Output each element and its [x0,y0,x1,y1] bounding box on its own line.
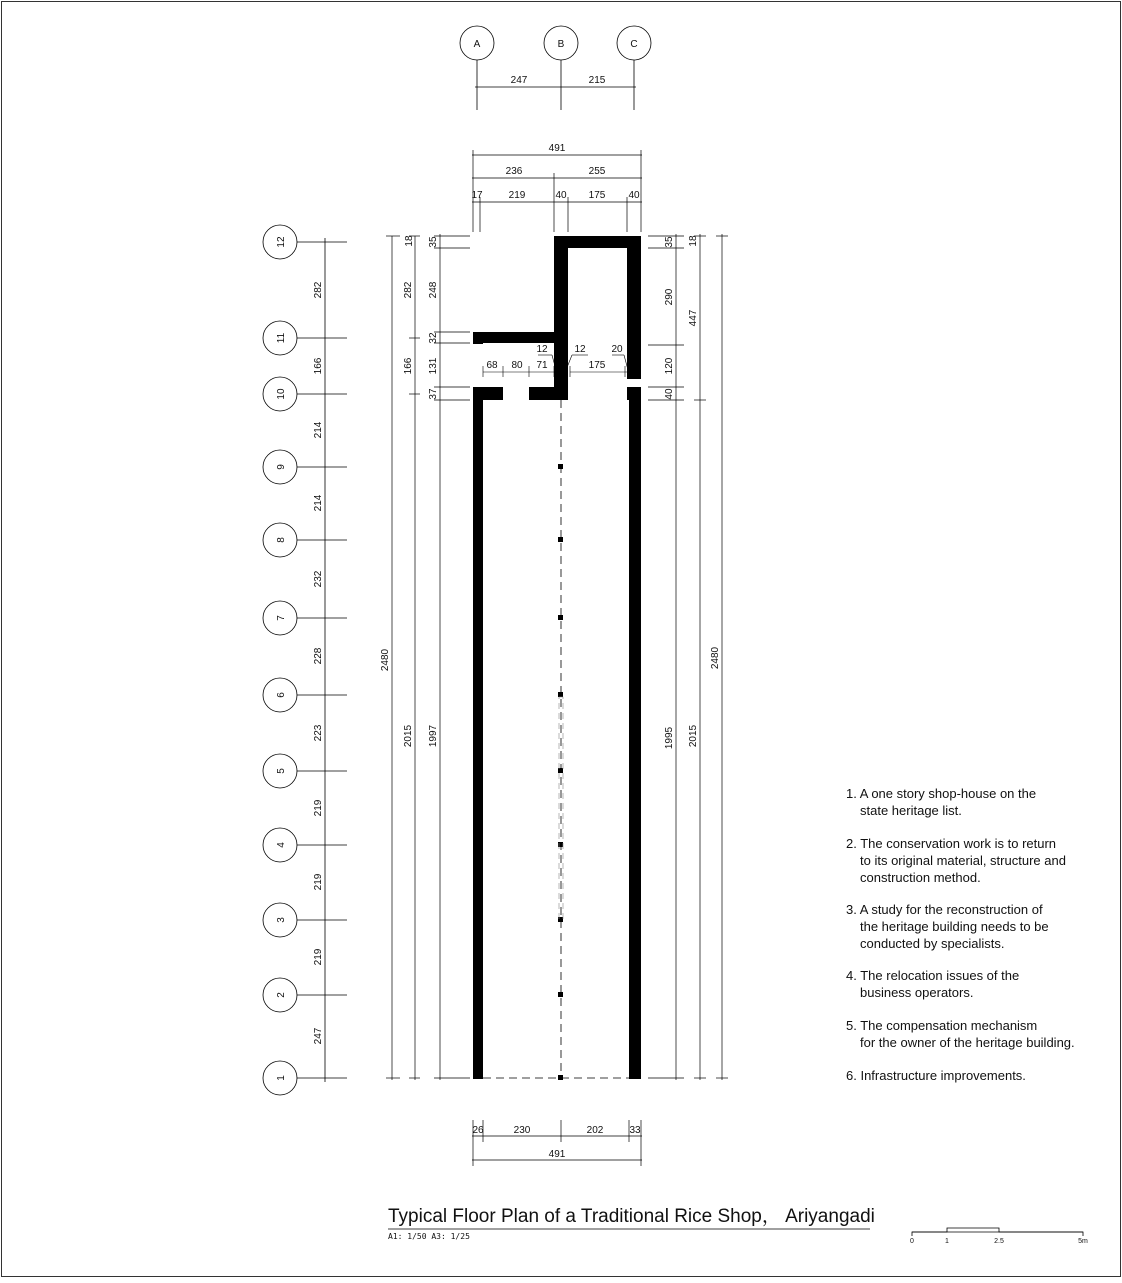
note-line: to its original material, structure and [860,853,1066,868]
note-line: The compensation mechanism [860,1018,1038,1033]
dim-left-grid-6: 228 [313,647,324,665]
dim-left-mid-3: 2015 [403,724,414,748]
grid-label-12: 12 [276,236,287,248]
dim-top-detail-1: 17 [471,190,483,201]
notes-list [846,785,1075,1084]
note-line: The conservation work is to return [860,836,1057,851]
dim-top-detail-5: 40 [628,190,640,201]
dim-left-grid-3: 214 [313,421,324,439]
note-line: business operators. [860,985,974,1000]
note-line: A one story shop-house on the [859,786,1037,801]
dim-left-inner-5: 131 [428,357,439,375]
dim-opening-5: 12 [574,344,586,355]
note-line: A study for the reconstruction of [859,902,1043,917]
dim-top-overall: 491 [548,143,566,154]
interior-posts [558,464,563,1080]
dim-bottom-overall: 491 [548,1149,566,1160]
dim-left-mid-1: 282 [403,281,414,299]
note-number: 2. [846,836,857,851]
dim-top-axis-bc: 215 [588,75,606,86]
wall-right-pier [627,387,641,400]
dim-left-grid-5: 232 [313,570,324,588]
note-number: 5. [846,1018,857,1033]
post [558,615,563,620]
note-number: 6. [846,1068,857,1083]
dim-left-inner-1: 18 [404,235,415,247]
note-item [846,785,1075,835]
dim-top-axis-ab: 247 [510,75,528,86]
note-number: 3. [846,902,857,917]
note-number: 4. [846,968,857,983]
note-line: the heritage building needs to be [860,919,1049,934]
note-line: for the owner of the heritage building. [860,1035,1075,1050]
scale-label-2: 2.5 [994,1238,1004,1245]
grid-label-8: 8 [276,537,287,543]
scale-note: A1: 1/50 A3: 1/25 [388,1232,470,1241]
grid-label-a: A [473,39,481,50]
dim-right-inner-4: 40 [664,388,675,400]
dim-left-grid-9: 219 [313,873,324,891]
dim-top-split-right: 255 [588,166,606,177]
dim-left-grid-2: 166 [313,357,324,375]
grid-label-9: 9 [276,464,287,470]
note-item [846,901,1075,967]
dim-left-grid-8: 219 [313,799,324,817]
dim-left-grid-10: 219 [313,948,324,966]
scale-bar [912,1228,1083,1236]
grid-label-7: 7 [276,615,287,621]
dim-left-grid-1: 282 [313,281,324,299]
dim-right-mid-2: 447 [688,309,699,327]
dim-top-detail-4: 175 [588,190,606,201]
dim-opening-2: 80 [511,360,523,371]
wall-pier-middle [529,387,568,400]
wall-side-room-top [473,332,568,343]
post [558,537,563,542]
center-line [483,400,629,1078]
drawing-title: Typical Floor Plan of a Traditional Rice Shop， Ariyangadi [388,1206,875,1227]
note-item [846,1017,1075,1067]
dim-right-mid-1: 18 [688,235,699,247]
grid-label-5: 5 [276,768,287,774]
plan-walls [473,236,641,1079]
dim-left-grid-4: 214 [313,494,324,512]
dim-left-inner-6: 37 [428,388,439,400]
scale-label-3: 5m [1078,1238,1088,1245]
wall-pier-left [473,387,503,400]
dim-left-grid-7: 223 [313,724,324,742]
dim-top-split-left: 236 [505,166,523,177]
note-item [846,835,1075,901]
post [558,464,563,469]
dim-bottom-4: 33 [629,1125,641,1136]
note-line: construction method. [860,870,981,885]
grid-label-1: 1 [276,1075,287,1081]
note-item [846,967,1075,1017]
dim-bottom-1: 26 [472,1125,484,1136]
dim-left-inner-2: 35 [428,236,439,248]
row-grid [263,225,347,1095]
dim-left-grid-11: 247 [313,1027,324,1045]
grid-label-2: 2 [276,992,287,998]
grid-label-10: 10 [276,388,287,400]
grid-label-4: 4 [276,842,287,848]
wall-right-long [629,400,641,1079]
dim-opening-3: 71 [536,360,548,371]
column-grid [460,26,651,110]
note-item [846,1067,1075,1084]
wall-rear-left [554,236,568,400]
dim-top-detail-3: 40 [555,190,567,201]
scale-label-1: 1 [945,1238,949,1245]
note-line: state heritage list. [860,803,962,818]
dim-left-inner-3: 248 [428,281,439,299]
dim-top-detail-2: 219 [508,190,526,201]
dim-right-inner-3: 120 [664,357,675,375]
grid-label-11: 11 [276,332,287,344]
dim-bottom-3: 202 [586,1125,604,1136]
dim-opening-4: 12 [536,344,548,355]
dim-right-inner-2: 290 [664,288,675,306]
scale-label-0: 0 [910,1238,914,1245]
dim-opening-7: 20 [611,344,623,355]
wall-left-long [473,400,483,1079]
dim-opening-1: 68 [486,360,498,371]
dim-left-outer: 2480 [380,648,391,672]
wall-side-room-left [473,332,483,344]
dim-right-outer: 2480 [710,646,721,670]
note-line: Infrastructure improvements. [860,1068,1026,1083]
note-line: conducted by specialists. [860,936,1005,951]
dim-right-mid-3: 2015 [688,724,699,748]
note-line: The relocation issues of the [860,968,1020,983]
dim-left-inner-4: 32 [428,332,439,344]
dim-right-inner-1: 35 [664,236,675,248]
post [558,992,563,997]
grid-label-3: 3 [276,917,287,923]
grid-label-c: C [630,39,638,50]
dim-right-inner-5: 1995 [664,726,675,750]
dim-bottom-2: 230 [513,1125,531,1136]
dim-left-inner-7: 1997 [428,724,439,748]
wall-right-upper [627,236,641,379]
grid-label-6: 6 [276,692,287,698]
dim-opening-6: 175 [588,360,606,371]
post [558,692,563,697]
dim-left-mid-2: 166 [403,357,414,375]
post [558,1075,563,1080]
grid-label-b: B [557,39,565,50]
note-number: 1. [846,786,857,801]
